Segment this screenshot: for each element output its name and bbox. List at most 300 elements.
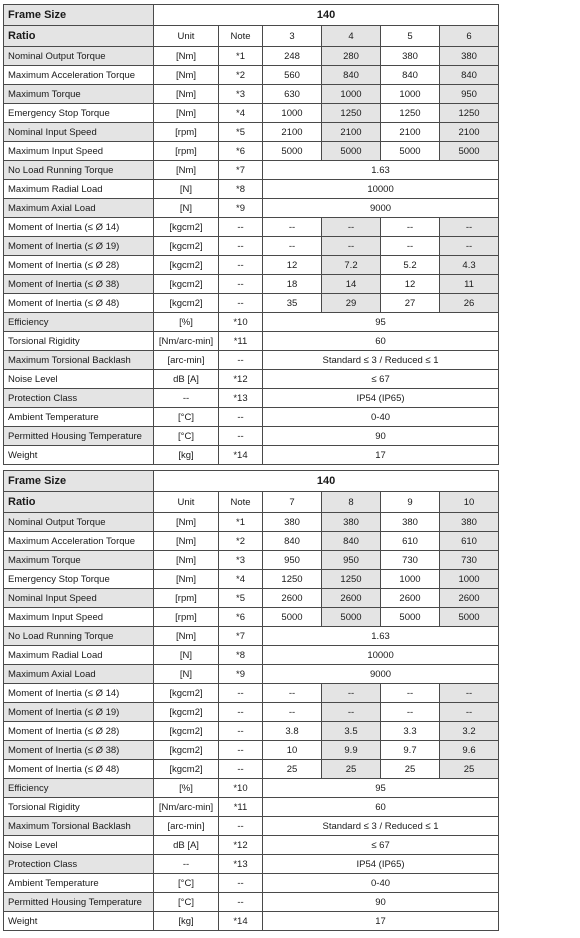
spec-unit: [kgcm2] [154,722,219,741]
spec-merged-value: ≤ 67 [263,836,499,855]
spec-value: 2600 [322,589,381,608]
spec-name: Nominal Input Speed [4,123,154,142]
spec-unit: [°C] [154,893,219,912]
spec-merged-value: 95 [263,779,499,798]
spec-value: 1000 [263,104,322,123]
spec-value: -- [322,237,381,256]
spec-note: -- [219,275,263,294]
frame-size-value: 140 [154,471,499,492]
spec-row [4,389,499,408]
spec-name: Torsional Rigidity [4,798,154,817]
spec-value: 2100 [263,123,322,142]
spec-unit: [Nm] [154,532,219,551]
spec-note: -- [219,237,263,256]
spec-name: Moment of Inertia (≤ Ø 48) [4,294,154,313]
spec-value: 280 [322,47,381,66]
spec-note: *6 [219,142,263,161]
spec-row [4,855,499,874]
spec-value: 9.6 [440,741,499,760]
unit-header: Unit [154,492,219,513]
unit-header: Unit [154,26,219,47]
spec-unit: [%] [154,779,219,798]
spec-row [4,836,499,855]
spec-value: 1250 [440,104,499,123]
spec-unit: [kgcm2] [154,294,219,313]
spec-row [4,589,499,608]
spec-row [4,722,499,741]
spec-name: Maximum Axial Load [4,665,154,684]
spec-name: No Load Running Torque [4,627,154,646]
spec-value: 5000 [322,142,381,161]
spec-unit: [arc-min] [154,351,219,370]
spec-name: Maximum Input Speed [4,608,154,627]
spec-value: 248 [263,47,322,66]
spec-name: Maximum Acceleration Torque [4,66,154,85]
spec-row [4,47,499,66]
spec-value: 3.5 [322,722,381,741]
spec-merged-value: 9000 [263,199,499,218]
spec-note: *10 [219,313,263,332]
spec-merged-value: 90 [263,893,499,912]
spec-value: 9.7 [381,741,440,760]
spec-row [4,408,499,427]
spec-note: -- [219,408,263,427]
spec-merged-value: 0-40 [263,874,499,893]
spec-name: Permitted Housing Temperature [4,893,154,912]
spec-merged-value: Standard ≤ 3 / Reduced ≤ 1 [263,351,499,370]
spec-value: 5.2 [381,256,440,275]
spec-unit: [%] [154,313,219,332]
spec-value: -- [440,684,499,703]
spec-name: Maximum Radial Load [4,646,154,665]
spec-name: Permitted Housing Temperature [4,427,154,446]
spec-name: Moment of Inertia (≤ Ø 48) [4,760,154,779]
spec-merged-value: 9000 [263,665,499,684]
spec-name: Noise Level [4,836,154,855]
spec-value: 25 [322,760,381,779]
spec-value: 1250 [322,570,381,589]
spec-value: 5000 [263,142,322,161]
spec-value: 3.8 [263,722,322,741]
spec-value: 1250 [263,570,322,589]
spec-value: 4.3 [440,256,499,275]
spec-note: *7 [219,627,263,646]
spec-unit: [rpm] [154,123,219,142]
spec-value: 12 [263,256,322,275]
spec-unit: [Nm] [154,570,219,589]
spec-unit: [Nm] [154,161,219,180]
spec-name: Moment of Inertia (≤ Ø 14) [4,218,154,237]
spec-value: 380 [381,513,440,532]
ratio-value: 9 [381,492,440,513]
spec-row [4,237,499,256]
spec-name: Maximum Torsional Backlash [4,351,154,370]
spec-row [4,874,499,893]
spec-value: 5000 [440,608,499,627]
spec-name: Moment of Inertia (≤ Ø 19) [4,703,154,722]
spec-note: -- [219,351,263,370]
spec-unit: [rpm] [154,608,219,627]
spec-note: *4 [219,570,263,589]
spec-note: -- [219,741,263,760]
spec-note: *9 [219,665,263,684]
spec-unit: [N] [154,199,219,218]
spec-value: 2600 [263,589,322,608]
spec-value: 380 [440,47,499,66]
spec-note: *1 [219,513,263,532]
spec-note: *11 [219,798,263,817]
spec-row [4,85,499,104]
spec-unit: [kgcm2] [154,275,219,294]
spec-name: Protection Class [4,389,154,408]
spec-value: 610 [381,532,440,551]
spec-value: 1250 [322,104,381,123]
spec-table-ratio-7-10 [3,470,499,931]
spec-name: Efficiency [4,779,154,798]
spec-merged-value: 90 [263,427,499,446]
spec-note: *6 [219,608,263,627]
spec-name: Maximum Torsional Backlash [4,817,154,836]
ratio-value: 7 [263,492,322,513]
spec-name: Maximum Torque [4,85,154,104]
spec-note: *1 [219,47,263,66]
ratio-value: 5 [381,26,440,47]
spec-merged-value: 60 [263,332,499,351]
spec-value: 5000 [381,142,440,161]
spec-unit: [Nm] [154,104,219,123]
spec-unit: [Nm/arc-min] [154,798,219,817]
spec-value: 380 [440,513,499,532]
spec-value: 14 [322,275,381,294]
spec-note: *13 [219,855,263,874]
note-header: Note [219,26,263,47]
spec-unit: [Nm/arc-min] [154,332,219,351]
spec-merged-value: IP54 (IP65) [263,855,499,874]
spec-name: Weight [4,446,154,465]
spec-row [4,703,499,722]
spec-name: Moment of Inertia (≤ Ø 38) [4,741,154,760]
spec-note: -- [219,218,263,237]
spec-note: *8 [219,180,263,199]
frame-size-label: Frame Size [4,471,154,492]
spec-value: -- [381,218,440,237]
spec-value: -- [263,237,322,256]
frame-size-label: Frame Size [4,5,154,26]
spec-row [4,779,499,798]
spec-row [4,627,499,646]
spec-unit: [Nm] [154,551,219,570]
spec-note: *5 [219,123,263,142]
ratio-header-row [4,492,499,513]
spec-note: *7 [219,161,263,180]
spec-value: 950 [263,551,322,570]
spec-value: 29 [322,294,381,313]
spec-unit: [kgcm2] [154,256,219,275]
spec-value: 730 [381,551,440,570]
spec-name: Moment of Inertia (≤ Ø 38) [4,275,154,294]
spec-value: 5000 [263,608,322,627]
spec-value: 840 [440,66,499,85]
spec-value: 380 [263,513,322,532]
frame-size-value: 140 [154,5,499,26]
spec-value: -- [440,237,499,256]
spec-row [4,532,499,551]
spec-note: -- [219,256,263,275]
spec-note: *8 [219,646,263,665]
ratio-value: 8 [322,492,381,513]
spec-name: Emergency Stop Torque [4,104,154,123]
spec-note: *9 [219,199,263,218]
spec-row [4,218,499,237]
spec-unit: [N] [154,646,219,665]
spec-unit: [kg] [154,912,219,931]
spec-unit: [N] [154,665,219,684]
spec-value: -- [322,703,381,722]
spec-value: 950 [440,85,499,104]
spec-row [4,665,499,684]
ratio-value: 4 [322,26,381,47]
spec-row [4,760,499,779]
spec-name: Ambient Temperature [4,408,154,427]
spec-unit: [kg] [154,446,219,465]
spec-value: 1000 [381,85,440,104]
spec-table-ratio-3-6 [3,4,499,465]
spec-value: 5000 [381,608,440,627]
spec-merged-value: 60 [263,798,499,817]
spec-value: 2100 [322,123,381,142]
spec-note: -- [219,874,263,893]
spec-row [4,608,499,627]
spec-unit: [Nm] [154,513,219,532]
spec-unit: [kgcm2] [154,218,219,237]
spec-value: 25 [263,760,322,779]
spec-name: Maximum Input Speed [4,142,154,161]
spec-name: Maximum Radial Load [4,180,154,199]
ratio-value: 10 [440,492,499,513]
spec-note: *14 [219,446,263,465]
spec-merged-value: 17 [263,446,499,465]
note-header: Note [219,492,263,513]
spec-row [4,104,499,123]
spec-value: 25 [440,760,499,779]
spec-note: *11 [219,332,263,351]
spec-name: Nominal Output Torque [4,513,154,532]
spec-row [4,427,499,446]
spec-value: 1000 [322,85,381,104]
spec-value: 25 [381,760,440,779]
spec-unit: [kgcm2] [154,237,219,256]
spec-value: -- [381,703,440,722]
spec-row [4,893,499,912]
spec-value: 1000 [381,570,440,589]
spec-value: 3.3 [381,722,440,741]
spec-name: Nominal Input Speed [4,589,154,608]
spec-name: Efficiency [4,313,154,332]
spec-value: 10 [263,741,322,760]
spec-unit: [Nm] [154,627,219,646]
frame-size-row [4,5,499,26]
spec-row [4,446,499,465]
spec-row [4,294,499,313]
spec-unit: -- [154,855,219,874]
spec-value: 11 [440,275,499,294]
spec-merged-value: 1.63 [263,627,499,646]
spec-row [4,551,499,570]
spec-value: 840 [322,66,381,85]
spec-value: -- [440,218,499,237]
ratio-value: 3 [263,26,322,47]
spec-value: 1000 [440,570,499,589]
spec-note: *2 [219,66,263,85]
ratio-header-row [4,26,499,47]
spec-value: -- [263,684,322,703]
spec-unit: -- [154,389,219,408]
spec-unit: [N] [154,180,219,199]
spec-value: 2600 [381,589,440,608]
spec-value: -- [440,703,499,722]
spec-note: -- [219,684,263,703]
spec-note: *2 [219,532,263,551]
spec-unit: dB [A] [154,370,219,389]
spec-row [4,313,499,332]
spec-merged-value: IP54 (IP65) [263,389,499,408]
spec-value: 2100 [440,123,499,142]
spec-value: 840 [381,66,440,85]
spec-name: Nominal Output Torque [4,47,154,66]
spec-value: -- [322,684,381,703]
spec-unit: [kgcm2] [154,741,219,760]
spec-row [4,142,499,161]
spec-merged-value: 17 [263,912,499,931]
spec-value: 560 [263,66,322,85]
spec-row [4,370,499,389]
spec-row [4,646,499,665]
spec-value: 2600 [440,589,499,608]
spec-name: Torsional Rigidity [4,332,154,351]
frame-size-row [4,471,499,492]
spec-merged-value: 10000 [263,646,499,665]
spec-value: 950 [322,551,381,570]
spec-merged-value: 10000 [263,180,499,199]
spec-note: *3 [219,551,263,570]
spec-note: *10 [219,779,263,798]
spec-value: 3.2 [440,722,499,741]
spec-note: *14 [219,912,263,931]
spec-unit: dB [A] [154,836,219,855]
spec-value: 610 [440,532,499,551]
spec-row [4,256,499,275]
spec-unit: [Nm] [154,85,219,104]
spec-unit: [rpm] [154,589,219,608]
spec-value: 7.2 [322,256,381,275]
spec-unit: [°C] [154,408,219,427]
spec-row [4,684,499,703]
spec-unit: [Nm] [154,47,219,66]
spec-row [4,912,499,931]
spec-note: -- [219,817,263,836]
spec-value: 380 [322,513,381,532]
spec-value: -- [322,218,381,237]
spec-value: 18 [263,275,322,294]
spec-unit: [°C] [154,874,219,893]
ratio-value: 6 [440,26,499,47]
ratio-label: Ratio [4,26,154,47]
spec-row [4,351,499,370]
spec-row [4,817,499,836]
spec-row [4,513,499,532]
spec-row [4,332,499,351]
spec-name: Moment of Inertia (≤ Ø 28) [4,722,154,741]
spec-note: *5 [219,589,263,608]
spec-merged-value: 0-40 [263,408,499,427]
spec-value: 27 [381,294,440,313]
spec-value: 630 [263,85,322,104]
spec-note: -- [219,760,263,779]
spec-name: Maximum Torque [4,551,154,570]
spec-name: Weight [4,912,154,931]
spec-name: No Load Running Torque [4,161,154,180]
spec-unit: [Nm] [154,66,219,85]
spec-note: -- [219,893,263,912]
spec-merged-value: Standard ≤ 3 / Reduced ≤ 1 [263,817,499,836]
spec-value: 2100 [381,123,440,142]
spec-row [4,66,499,85]
spec-value: 26 [440,294,499,313]
spec-name: Ambient Temperature [4,874,154,893]
spec-note: -- [219,427,263,446]
spec-unit: [rpm] [154,142,219,161]
spec-row [4,275,499,294]
spec-value: 840 [263,532,322,551]
spec-row [4,798,499,817]
spec-unit: [kgcm2] [154,684,219,703]
ratio-label: Ratio [4,492,154,513]
spec-value: -- [263,703,322,722]
spec-name: Maximum Axial Load [4,199,154,218]
spec-unit: [kgcm2] [154,703,219,722]
spec-name: Moment of Inertia (≤ Ø 19) [4,237,154,256]
spec-name: Noise Level [4,370,154,389]
spec-value: 730 [440,551,499,570]
spec-value: -- [263,218,322,237]
spec-row [4,199,499,218]
spec-value: 9.9 [322,741,381,760]
spec-unit: [arc-min] [154,817,219,836]
spec-value: 5000 [440,142,499,161]
spec-note: *4 [219,104,263,123]
spec-row [4,180,499,199]
spec-name: Protection Class [4,855,154,874]
spec-note: *3 [219,85,263,104]
spec-value: 5000 [322,608,381,627]
spec-row [4,570,499,589]
spec-value: 1250 [381,104,440,123]
spec-name: Moment of Inertia (≤ Ø 14) [4,684,154,703]
spec-value: -- [381,684,440,703]
spec-value: 35 [263,294,322,313]
spec-note: -- [219,703,263,722]
spec-row [4,741,499,760]
spec-name: Maximum Acceleration Torque [4,532,154,551]
spec-name: Moment of Inertia (≤ Ø 28) [4,256,154,275]
spec-value: 12 [381,275,440,294]
spec-value: -- [381,237,440,256]
spec-value: 840 [322,532,381,551]
spec-note: *12 [219,836,263,855]
spec-merged-value: 1.63 [263,161,499,180]
spec-note: *12 [219,370,263,389]
spec-merged-value: ≤ 67 [263,370,499,389]
